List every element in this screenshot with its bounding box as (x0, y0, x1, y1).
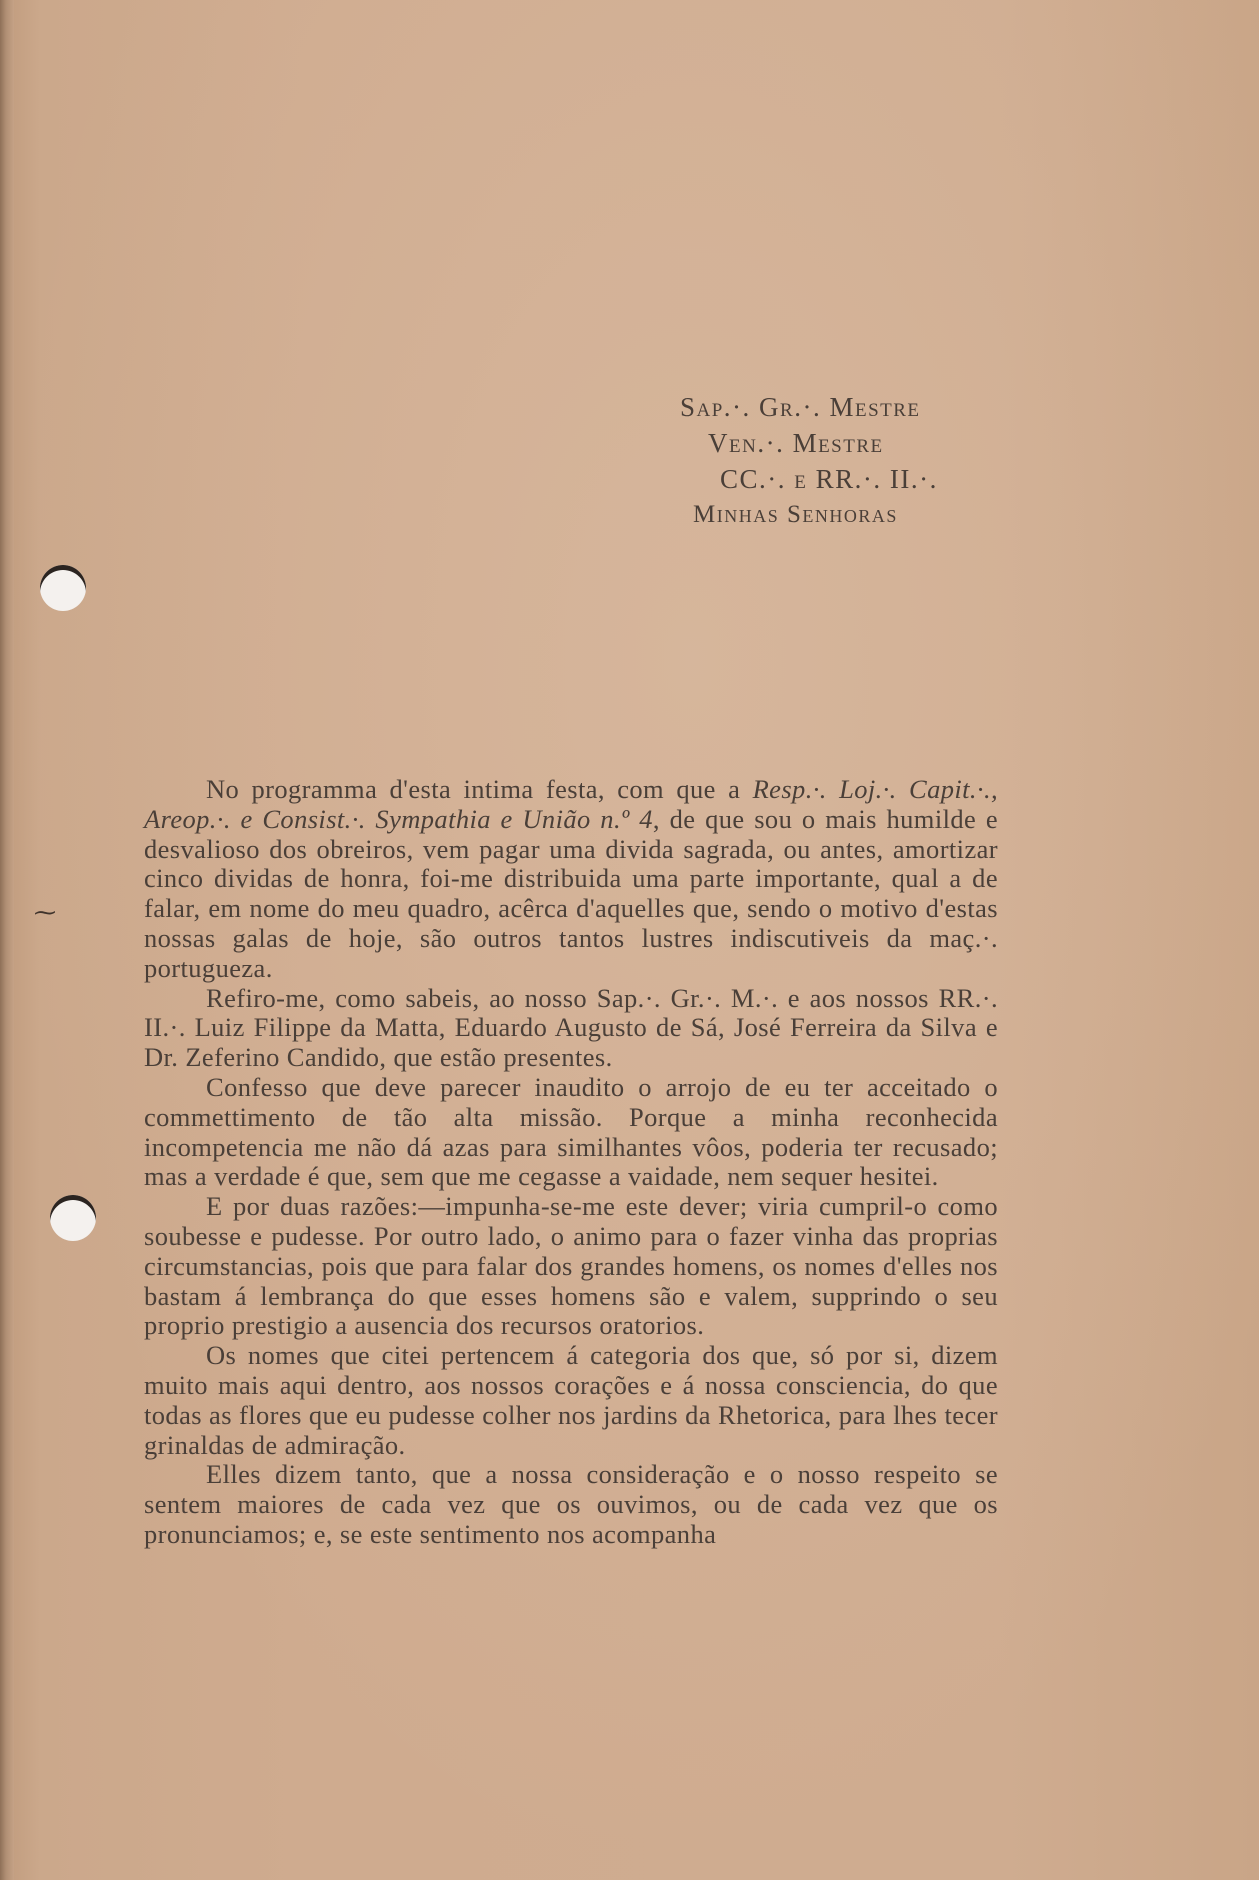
salutation-line: CC.·. e RR.·. II.·. (720, 464, 938, 494)
punch-hole-bottom (50, 1195, 96, 1241)
punch-hole-top (40, 565, 86, 611)
paragraph (144, 775, 998, 984)
paragraph: E por duas razões:—impunha-se-me este dever; viria cumpril-o como soubesse e pudesse. Por outro lado, o animo para o fazer vinha das proprias circumstancias, pois que para falar dos grandes homens, os nomes d'elles nos bastam á lembrança do que esses homens são e valem, supprindo o seu proprio prestigio a ausencia dos recursos oratorios. (144, 1191, 998, 1341)
paper-left-edge (0, 0, 14, 1880)
speech-body (144, 775, 998, 1550)
salutation-line: Sap.·. Gr.·. Mestre (680, 392, 921, 422)
salutation-line: Ven.·. Mestre (708, 428, 884, 458)
paragraph: Confesso que deve parecer inaudito o arrojo de eu ter acceitado o commettimento de tão alta missão. Porque a minha reconhecida incompetencia me não dá azas para similhantes vôos, poderia ter recusado; mas a verdade é que, sem que me cegasse a vaidade, nem sequer hesitei. (144, 1071, 998, 1192)
paragraph: Refiro-me, como sabeis, ao nosso Sap.·. Gr.·. M.·. e aos nossos RR.·. II.·. Luiz Filippe da Matta, Eduardo Augusto de Sá, José Ferreira da Silva e Dr. Zeferino Candido, que estão presentes. (144, 982, 998, 1073)
ink-mark: ⁓ (34, 900, 56, 925)
lodge-name: Resp.·. Loj.·. Capit.·., Areop.·. e Consist.·. Sympathia e União n.º 4 (144, 774, 998, 834)
paragraph: Os nomes que citei pertencem á categoria dos que, só por si, dizem muito mais aqui dentro, aos nossos corações e á nossa consciencia, do que todas as flores que eu pudesse colher nos jardins da Rhetorica, para lhes tecer grinaldas de admiração. (144, 1340, 998, 1460)
paragraph-text: No programma d'esta intima festa, com que a (206, 774, 753, 804)
salutation-line: Minhas Senhoras (693, 501, 898, 528)
paragraph: Elles dizem tanto, que a nossa consideração e o nosso respeito se sentem maiores de cada vez que os ouvimos, ou de cada vez que os pronunciamos; e, se este sentimento nos acompanha (144, 1459, 998, 1549)
paragraph-text: , de que sou o mais humilde e desvalioso dos obreiros, vem pagar uma divida sagrada, ou antes, amortizar cinco dividas de honra, foi-me distribuida uma parte importante, qual a de falar, em nome do meu quadro, acêrca d'aquelles que, sendo o motivo d'estas nossas galas de hoje, são outros tantos lustres indiscutiveis da maç.·. portugueza. (144, 803, 998, 983)
